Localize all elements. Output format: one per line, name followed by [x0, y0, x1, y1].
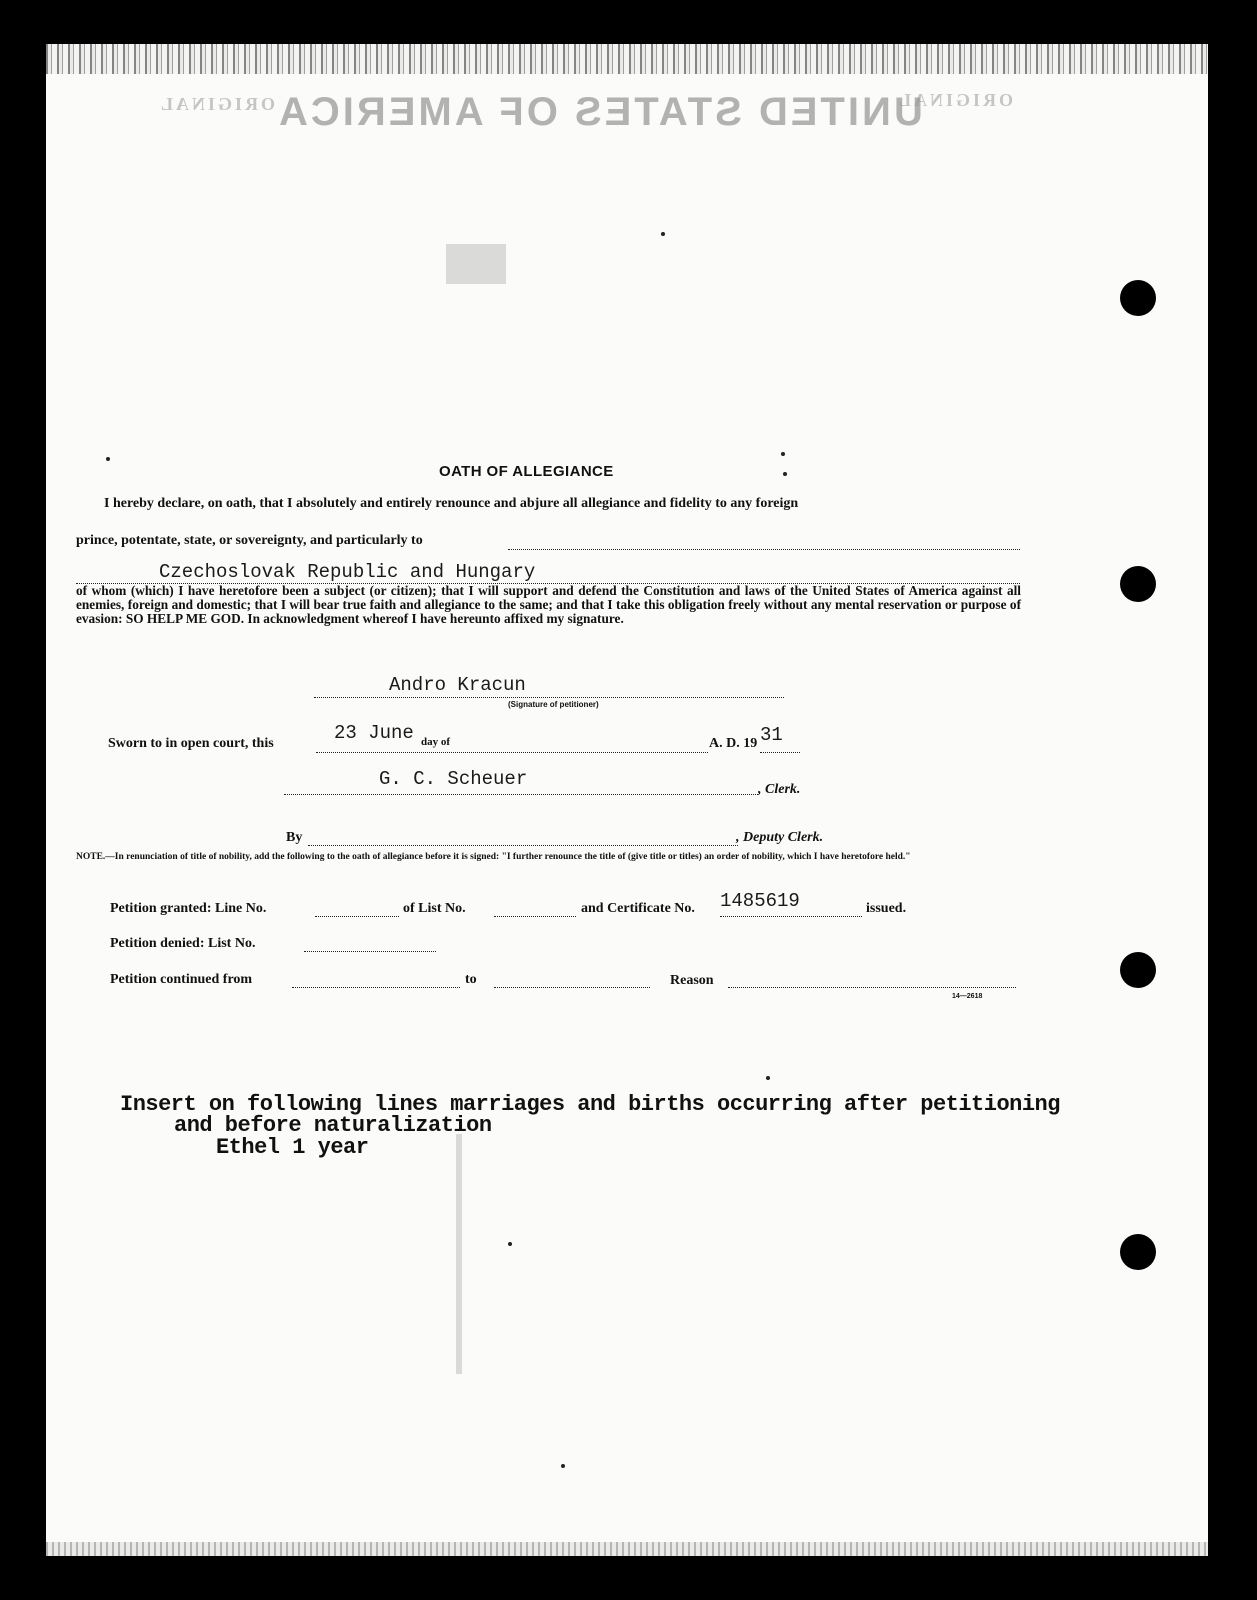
line-no-rule [315, 916, 399, 917]
sworn-label: Sworn to in open court, this [108, 736, 274, 751]
certificate-typed: 1485619 [720, 890, 800, 912]
insert-line-2: and before naturalization [174, 1113, 492, 1138]
oath-title: OATH OF ALLEGIANCE [439, 463, 614, 480]
scan-speck [781, 452, 785, 456]
sworn-day-of: day of [421, 736, 451, 748]
oath-line-2: prince, potentate, state, or sovereignty, and particularly to [76, 533, 423, 548]
clerk-typed: G. C. Scheuer [379, 768, 528, 790]
petition-denied-label: Petition denied: List No. [110, 936, 256, 951]
scan-speck [766, 1076, 770, 1080]
continued-rule [292, 987, 460, 988]
by-label: By [286, 830, 303, 845]
to-label: to [465, 972, 477, 987]
denied-rule [304, 951, 436, 952]
certificate-rule [720, 916, 862, 917]
to-rule [494, 987, 650, 988]
bleedthrough-right: ORIGINAL [896, 90, 1014, 110]
of-list-label: of List No. [403, 901, 466, 916]
clerk-rule [284, 794, 758, 795]
sworn-year-rule [760, 752, 800, 753]
signature-typed: Andro Kracun [389, 674, 526, 696]
sworn-day-typed: 23 June [334, 722, 414, 744]
scan-smudge [456, 1134, 462, 1374]
sovereignty-rule [508, 549, 1020, 550]
nobility-note: NOTE.—In renunciation of title of nobility, add the following to the oath of allegiance before it is signed: "I further renounce the title of (give title or titles) an order of nobility, which I have heretofore held." [76, 852, 911, 862]
reason-rule [728, 987, 1016, 988]
deputy-rule [308, 845, 738, 846]
insert-line-3: Ethel 1 year [216, 1135, 369, 1160]
oath-line-1: I hereby declare, on oath, that I absolutely and entirely renounce and abjure all allegiance and fidelity to any foreign [104, 496, 799, 511]
sworn-year-typed: 31 [760, 724, 783, 746]
petition-continued-label: Petition continued from [110, 972, 253, 987]
signature-rule [314, 697, 784, 698]
oath-body: of whom (which) I have heretofore been a subject (or citizen); that I will support and defend the Constitution and laws of the United States of America against all enemies, foreign and domestic; that I will bear true faith and allegiance to the same; and that I take this obligation freely without any mental reservation or purpose of evasion: SO HELP ME GOD. In acknowledgment whereof I have hereunto affixed my signature. [76, 583, 1021, 626]
signature-caption: (Signature of petitioner) [508, 700, 599, 709]
sovereignty-typed: Czechoslovak Republic and Hungary [159, 561, 536, 583]
scan-edge-noise [46, 44, 1208, 74]
punch-hole [1120, 1234, 1156, 1270]
scan-speck [106, 457, 110, 461]
scan-speck [661, 232, 665, 236]
punch-hole [1120, 280, 1156, 316]
scan-speck [783, 472, 787, 476]
petition-granted-label: Petition granted: Line No. [110, 901, 267, 916]
document-page [46, 44, 1208, 1556]
list-no-rule [494, 916, 576, 917]
scan-edge-noise [46, 1542, 1208, 1556]
punch-hole [1120, 566, 1156, 602]
punch-hole [1120, 952, 1156, 988]
scan-smudge [446, 244, 506, 284]
sworn-ad: A. D. 19 [709, 736, 758, 751]
form-number: 14—2618 [952, 993, 983, 1000]
issued-label: issued. [866, 901, 907, 916]
certificate-label: and Certificate No. [581, 901, 695, 916]
sworn-day-rule [316, 752, 708, 753]
scan-speck [508, 1242, 512, 1246]
scan-speck [561, 1464, 565, 1468]
reason-label: Reason [670, 973, 714, 988]
insert-line-1: Insert on following lines marriages and births occurring after petitioning [120, 1092, 1060, 1117]
deputy-label: , Deputy Clerk. [736, 830, 824, 845]
clerk-label: , Clerk. [758, 782, 801, 797]
bleedthrough-header: UNITED STATES OF AMERICA [276, 90, 923, 134]
bleedthrough-left: ORIGINAL [158, 94, 276, 114]
